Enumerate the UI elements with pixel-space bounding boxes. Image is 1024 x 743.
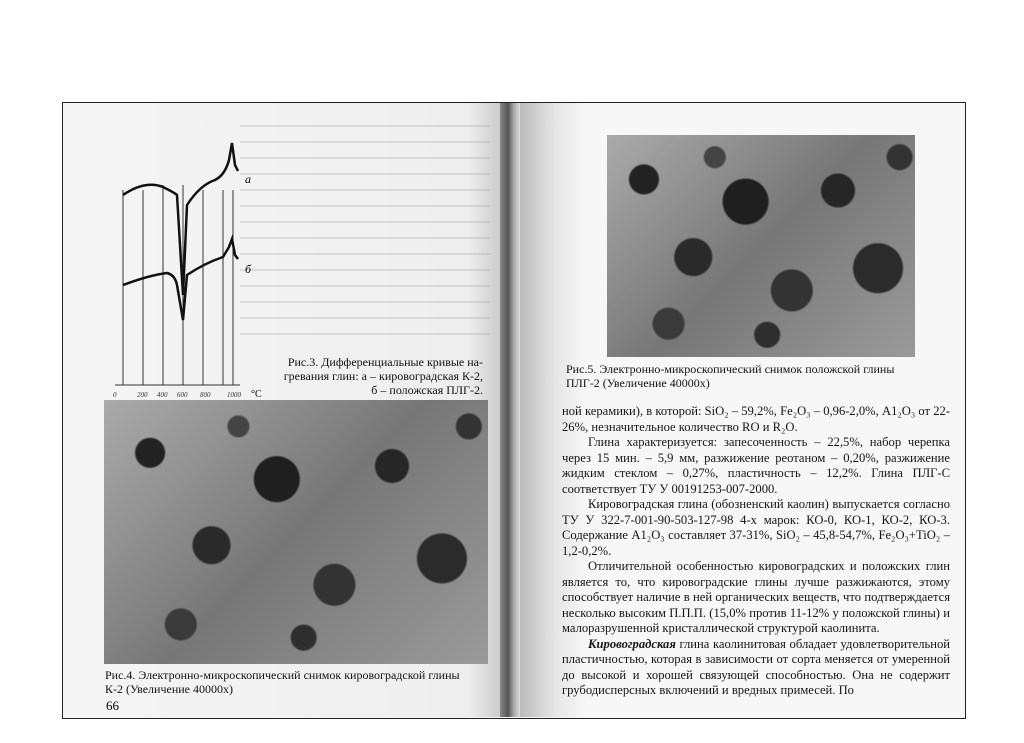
curve-a xyxy=(123,143,238,295)
axis-tick: 200 xyxy=(137,391,148,399)
axis-tick: 400 xyxy=(157,391,168,399)
figure5-caption xyxy=(566,362,926,390)
figure4-caption xyxy=(105,668,489,696)
caption-line: Рис.4. Электронно-микроскопический снимок кировоградской глины xyxy=(105,668,460,682)
paragraph: Глина характеризуется: запесоченность – 22,5%, набор черепка через 15 мин. – 5,9 мм, разжижение реотаном – 0,20%, разжижение жидким стеклом – 0,27%, пластичность – 12,2%. Глина ПЛГ-С соответствует ТУ У 00191253-007-2000. xyxy=(562,435,950,496)
bleed-through-text xyxy=(240,125,490,345)
paragraph: ной керамики), в которой: SiO₂ – 59,2%, Fe₂O₃ – 0,96-2,0%, А1₂О₃ от 22-26%, незначительное количество RO и R₂O. xyxy=(562,404,950,434)
book-gutter xyxy=(500,103,520,717)
page-number: 66 xyxy=(106,698,119,713)
paragraph-text: глина каолинитовая обладает удовлетворительной пластичностью, которая в зависимости от сорта меняется от умеренной до высокой и хорошей связующей способностью. Она не содержит грубодисперсных включений и вредных примесей. По xyxy=(562,636,950,697)
dta-curves-figure xyxy=(105,135,275,405)
body-text xyxy=(562,404,950,699)
emphasis-term: Кировоградская xyxy=(588,636,676,651)
axis-tick: 600 xyxy=(177,391,188,399)
axis-tick: 0 xyxy=(113,391,117,399)
paragraph xyxy=(562,637,950,699)
axis-tick: 800 xyxy=(200,391,211,399)
caption-line: ПЛГ-2 (Увеличение 40000х) xyxy=(566,376,710,390)
axis-tick: 1000 xyxy=(227,391,241,399)
curve-label-a: а xyxy=(245,172,251,186)
paragraph: Отличительной особенностью кировоградских и положских глин является то, что кировоградские глины лучше разжижаются, этому способствует наличие в ней органических веществ, что подтверждается несколько высоким П.П.П. (15,0% против 11-12% у положской глины) и малоразрушенной кристаллической структурой каолинита. xyxy=(562,559,950,635)
axis-unit: °C xyxy=(251,389,262,400)
figure4-micrograph xyxy=(104,400,488,664)
caption-line: Рис.5. Электронно-микроскопический снимок положской глины xyxy=(566,362,895,376)
caption-line: Рис.3. Дифференциальные кривые на- xyxy=(287,355,483,369)
paragraph: Кировоградская глина (обозненский каолин) выпускается согласно ТУ У 322-7-001-90-503-127-98 4-х марок: КО-0, КО-1, КО-2, КО-3. Содержание А1₂О₃ составляет 37-31%, SiO₂ – 45,8-54,7%, Fe₂O₃+TiO₂ – 1,2-0,2%. xyxy=(562,497,950,558)
caption-line: гревания глин: а – кировоградская К-2, xyxy=(283,369,483,383)
figure5-micrograph xyxy=(607,135,915,357)
curve-label-b: б xyxy=(245,262,252,276)
caption-line: К-2 (Увеличение 40000х) xyxy=(105,682,233,696)
figure3-caption xyxy=(275,355,483,397)
caption-line: б – положская ПЛГ-2. xyxy=(371,383,483,397)
